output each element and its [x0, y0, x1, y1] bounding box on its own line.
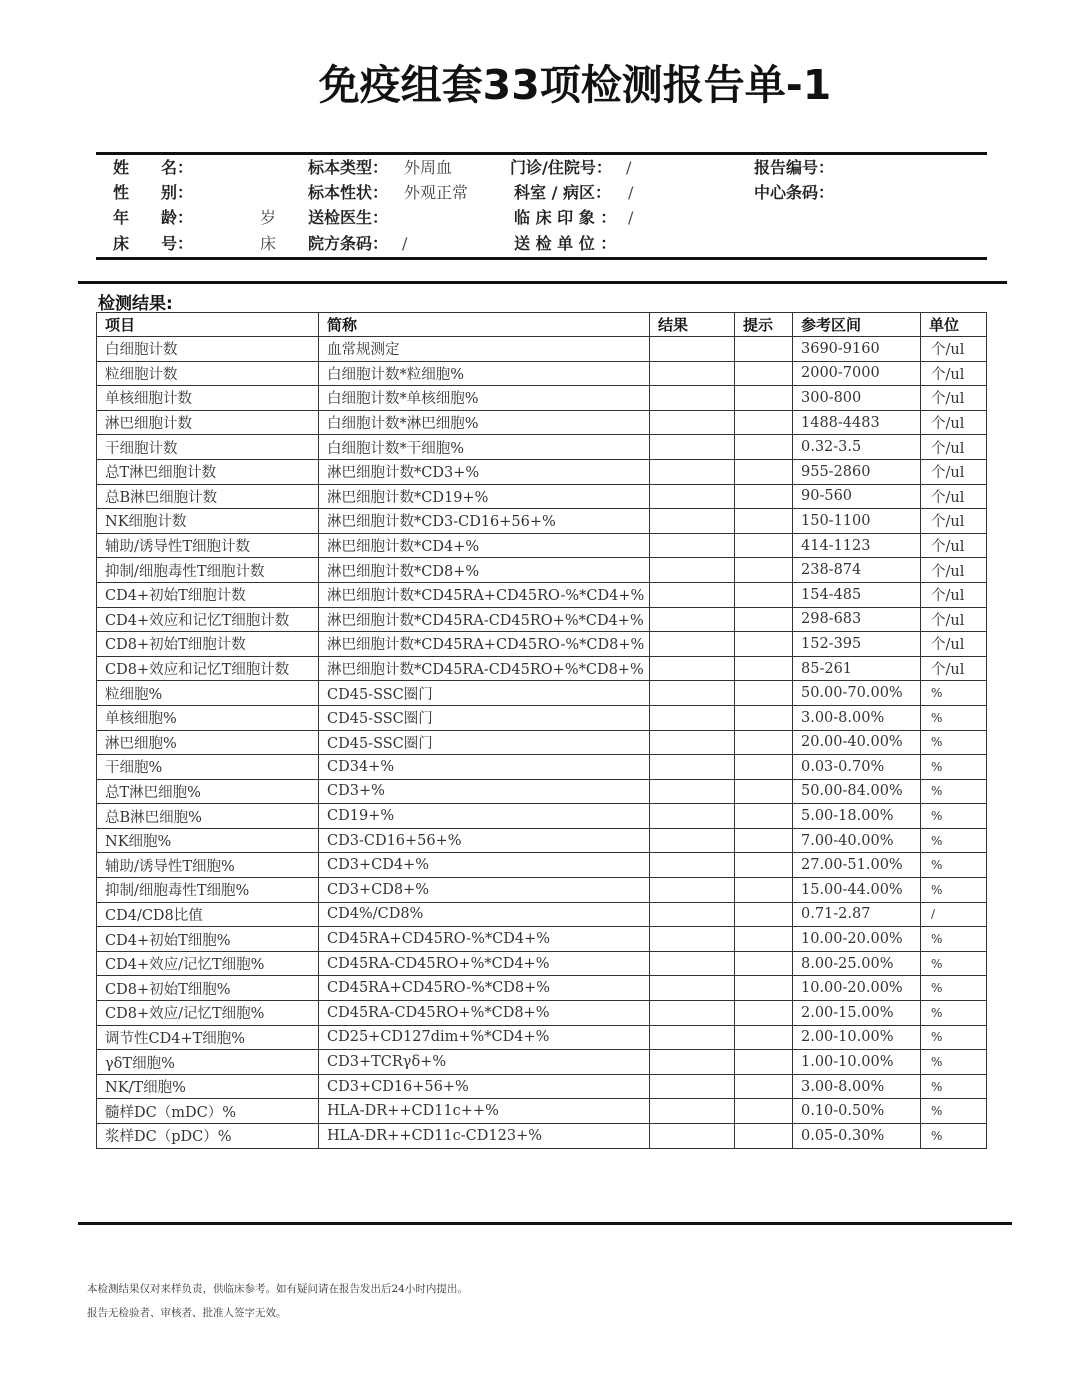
cell-result [650, 681, 735, 706]
cell-result [650, 435, 735, 460]
cell-item: CD8+效应/记忆T细胞% [97, 1001, 319, 1026]
cell-flag [735, 878, 793, 903]
cell-abbreviation: 血常规测定 [319, 337, 650, 362]
cell-unit: % [921, 1025, 987, 1050]
cell-reference-range: 3690-9160 [793, 337, 921, 362]
column-header-result: 结果 [650, 313, 735, 337]
cell-abbreviation: CD3-CD16+56+% [319, 828, 650, 853]
cell-unit: 个/ul [921, 337, 987, 362]
submitting-unit-label: 送 检 单 位 ： [514, 234, 617, 253]
cell-reference-range: 10.00-20.00% [793, 927, 921, 952]
cell-result [650, 1050, 735, 1075]
cell-unit: 个/ul [921, 582, 987, 607]
cell-abbreviation: 白细胞计数*粒细胞% [319, 361, 650, 386]
cell-result [650, 1001, 735, 1026]
table-row [97, 681, 987, 706]
cell-flag [735, 582, 793, 607]
cell-reference-range: 2000-7000 [793, 361, 921, 386]
cell-abbreviation: CD45-SSC圈门 [319, 705, 650, 730]
cell-abbreviation: CD34+% [319, 755, 650, 780]
cell-abbreviation: CD3+CD16+56+% [319, 1074, 650, 1099]
cell-abbreviation: CD3+TCRγδ+% [319, 1050, 650, 1075]
specimen-state-label: 标本性状： [308, 183, 389, 202]
cell-abbreviation: CD4%/CD8% [319, 902, 650, 927]
cell-result [650, 632, 735, 657]
cell-flag [735, 1001, 793, 1026]
cell-result [650, 828, 735, 853]
cell-item: CD4+效应/记忆T细胞% [97, 951, 319, 976]
cell-unit: % [921, 951, 987, 976]
table-row [97, 755, 987, 780]
cell-flag [735, 1050, 793, 1075]
cell-result [650, 607, 735, 632]
cell-flag [735, 607, 793, 632]
table-row [97, 558, 987, 583]
cell-flag [735, 361, 793, 386]
cell-flag [735, 1099, 793, 1124]
cell-result [650, 927, 735, 952]
cell-abbreviation: HLA-DR++CD11c-CD123+% [319, 1124, 650, 1149]
cell-unit: / [921, 902, 987, 927]
cell-abbreviation: CD19+% [319, 804, 650, 829]
table-row [97, 976, 987, 1001]
table-row [97, 927, 987, 952]
cell-result [650, 779, 735, 804]
cell-flag [735, 681, 793, 706]
cell-result [650, 410, 735, 435]
cell-abbreviation: 淋巴细胞计数*CD45RA+CD45RO-%*CD4+% [319, 582, 650, 607]
column-header-reference-range: 参考区间 [793, 313, 921, 337]
cell-flag [735, 386, 793, 411]
table-row [97, 828, 987, 853]
cell-item: 辅助/诱导性T细胞计数 [97, 533, 319, 558]
cell-abbreviation: CD45-SSC圈门 [319, 730, 650, 755]
cell-flag [735, 337, 793, 362]
cell-unit: 个/ul [921, 361, 987, 386]
cell-unit: 个/ul [921, 632, 987, 657]
doctor-label: 送检医生： [308, 208, 389, 227]
cell-item: 浆样DC（pDC）% [97, 1124, 319, 1149]
cell-unit: % [921, 705, 987, 730]
table-row [97, 1001, 987, 1026]
cell-item: NK细胞计数 [97, 509, 319, 534]
cell-reference-range: 238-874 [793, 558, 921, 583]
cell-result [650, 361, 735, 386]
cell-reference-range: 50.00-84.00% [793, 779, 921, 804]
cell-result [650, 1025, 735, 1050]
table-row [97, 361, 987, 386]
cell-flag [735, 951, 793, 976]
cell-reference-range: 85-261 [793, 656, 921, 681]
table-row [97, 1074, 987, 1099]
cell-item: 抑制/细胞毒性T细胞计数 [97, 558, 319, 583]
cell-item: CD8+初始T细胞% [97, 976, 319, 1001]
cell-item: CD4+初始T细胞% [97, 927, 319, 952]
cell-reference-range: 20.00-40.00% [793, 730, 921, 755]
cell-result [650, 656, 735, 681]
center-barcode-label: 中心条码： [754, 183, 835, 202]
department-label: 科室 / 病区： [514, 183, 611, 202]
cell-result [650, 337, 735, 362]
cell-flag [735, 435, 793, 460]
report-number-label: 报告编号： [754, 158, 835, 177]
outpatient-label: 门诊/住院号： [510, 158, 612, 177]
name-label: 姓 名： [113, 158, 194, 177]
cell-flag [735, 730, 793, 755]
cell-flag [735, 632, 793, 657]
table-row [97, 1124, 987, 1149]
cell-item: 干细胞计数 [97, 435, 319, 460]
table-row [97, 853, 987, 878]
table-row [97, 582, 987, 607]
cell-reference-range: 152-395 [793, 632, 921, 657]
cell-unit: % [921, 1050, 987, 1075]
cell-abbreviation: HLA-DR++CD11c++% [319, 1099, 650, 1124]
specimen-type-label: 标本类型： [308, 158, 389, 177]
cell-result [650, 705, 735, 730]
cell-item: 总B淋巴细胞% [97, 804, 319, 829]
header-bottom-divider [96, 257, 987, 260]
cell-result [650, 558, 735, 583]
cell-flag [735, 755, 793, 780]
table-row [97, 386, 987, 411]
cell-item: CD4+初始T细胞计数 [97, 582, 319, 607]
table-row [97, 607, 987, 632]
cell-flag [735, 902, 793, 927]
cell-reference-range: 0.03-0.70% [793, 755, 921, 780]
table-row [97, 1099, 987, 1124]
cell-result [650, 582, 735, 607]
cell-unit: 个/ul [921, 386, 987, 411]
cell-item: NK细胞% [97, 828, 319, 853]
cell-reference-range: 3.00-8.00% [793, 1074, 921, 1099]
cell-result [650, 878, 735, 903]
report-title: 免疫组套33项检测报告单-1 [318, 61, 832, 109]
hospital-barcode-label: 院方条码： [308, 234, 389, 253]
clinical-impression-value: / [628, 208, 634, 227]
cell-unit: % [921, 779, 987, 804]
clinical-impression-label: 临 床 印 象 ： [514, 208, 617, 227]
table-row [97, 484, 987, 509]
cell-item: 淋巴细胞计数 [97, 410, 319, 435]
cell-unit: 个/ul [921, 533, 987, 558]
department-value: / [628, 183, 634, 202]
cell-unit: 个/ul [921, 484, 987, 509]
column-header-item: 项目 [97, 313, 319, 337]
cell-flag [735, 533, 793, 558]
cell-item: γδT细胞% [97, 1050, 319, 1075]
cell-result [650, 1099, 735, 1124]
cell-flag [735, 1124, 793, 1149]
cell-abbreviation: 淋巴细胞计数*CD4+% [319, 533, 650, 558]
table-row [97, 459, 987, 484]
cell-result [650, 386, 735, 411]
hospital-barcode-value: / [402, 234, 408, 253]
cell-result [650, 804, 735, 829]
cell-item: 髓样DC（mDC）% [97, 1099, 319, 1124]
cell-reference-range: 27.00-51.00% [793, 853, 921, 878]
cell-unit: % [921, 755, 987, 780]
cell-unit: % [921, 853, 987, 878]
cell-result [650, 509, 735, 534]
table-row [97, 533, 987, 558]
cell-flag [735, 1025, 793, 1050]
age-unit: 岁 [260, 208, 277, 227]
table-row [97, 509, 987, 534]
cell-reference-range: 300-800 [793, 386, 921, 411]
cell-unit: 个/ul [921, 410, 987, 435]
cell-abbreviation: 淋巴细胞计数*CD19+% [319, 484, 650, 509]
cell-item: 白细胞计数 [97, 337, 319, 362]
results-section-label: 检测结果: [98, 294, 173, 314]
cell-reference-range: 7.00-40.00% [793, 828, 921, 853]
table-header-row [97, 313, 987, 337]
cell-result [650, 1074, 735, 1099]
cell-reference-range: 955-2860 [793, 459, 921, 484]
cell-flag [735, 484, 793, 509]
cell-reference-range: 1.00-10.00% [793, 1050, 921, 1075]
bed-unit: 床 [260, 234, 277, 253]
table-row [97, 902, 987, 927]
cell-abbreviation: CD45RA+CD45RO-%*CD8+% [319, 976, 650, 1001]
cell-abbreviation: 淋巴细胞计数*CD8+% [319, 558, 650, 583]
table-row [97, 435, 987, 460]
cell-abbreviation: 淋巴细胞计数*CD45RA-CD45RO+%*CD4+% [319, 607, 650, 632]
cell-item: CD8+效应和记忆T细胞计数 [97, 656, 319, 681]
table-row [97, 878, 987, 903]
cell-reference-range: 5.00-18.00% [793, 804, 921, 829]
cell-reference-range: 15.00-44.00% [793, 878, 921, 903]
cell-reference-range: 2.00-10.00% [793, 1025, 921, 1050]
column-header-unit: 单位 [921, 313, 987, 337]
column-header-abbreviation: 简称 [319, 313, 650, 337]
cell-reference-range: 10.00-20.00% [793, 976, 921, 1001]
cell-result [650, 755, 735, 780]
cell-reference-range: 0.05-0.30% [793, 1124, 921, 1149]
cell-item: 粒细胞% [97, 681, 319, 706]
cell-abbreviation: 白细胞计数*淋巴细胞% [319, 410, 650, 435]
cell-unit: % [921, 1099, 987, 1124]
table-row [97, 1050, 987, 1075]
cell-result [650, 853, 735, 878]
cell-flag [735, 459, 793, 484]
cell-result [650, 976, 735, 1001]
results-table [96, 312, 987, 1149]
bed-label: 床 号： [113, 234, 194, 253]
cell-flag [735, 927, 793, 952]
cell-reference-range: 0.32-3.5 [793, 435, 921, 460]
cell-result [650, 951, 735, 976]
cell-item: 干细胞% [97, 755, 319, 780]
cell-unit: % [921, 828, 987, 853]
cell-flag [735, 705, 793, 730]
cell-item: NK/T细胞% [97, 1074, 319, 1099]
cell-reference-range: 1488-4483 [793, 410, 921, 435]
cell-flag [735, 1074, 793, 1099]
cell-unit: 个/ul [921, 607, 987, 632]
cell-reference-range: 150-1100 [793, 509, 921, 534]
cell-flag [735, 976, 793, 1001]
table-row [97, 705, 987, 730]
cell-result [650, 730, 735, 755]
cell-abbreviation: CD45RA-CD45RO+%*CD8+% [319, 1001, 650, 1026]
cell-result [650, 533, 735, 558]
cell-flag [735, 656, 793, 681]
cell-reference-range: 298-683 [793, 607, 921, 632]
results-table-body [97, 337, 987, 1149]
section-divider [78, 281, 1007, 284]
cell-unit: % [921, 804, 987, 829]
cell-item: CD4+效应和记忆T细胞计数 [97, 607, 319, 632]
table-row [97, 656, 987, 681]
cell-result [650, 1124, 735, 1149]
cell-item: 总B淋巴细胞计数 [97, 484, 319, 509]
cell-item: 单核细胞% [97, 705, 319, 730]
cell-abbreviation: CD3+% [319, 779, 650, 804]
cell-abbreviation: 淋巴细胞计数*CD45RA+CD45RO-%*CD8+% [319, 632, 650, 657]
cell-unit: % [921, 976, 987, 1001]
cell-item: 单核细胞计数 [97, 386, 319, 411]
table-row [97, 804, 987, 829]
table-row [97, 337, 987, 362]
cell-abbreviation: CD3+CD4+% [319, 853, 650, 878]
cell-item: 粒细胞计数 [97, 361, 319, 386]
outpatient-value: / [626, 158, 632, 177]
cell-item: 抑制/细胞毒性T细胞% [97, 878, 319, 903]
cell-flag [735, 804, 793, 829]
column-header-flag: 提示 [735, 313, 793, 337]
cell-item: 淋巴细胞% [97, 730, 319, 755]
specimen-type-value: 外周血 [404, 158, 453, 177]
cell-item: 调节性CD4+T细胞% [97, 1025, 319, 1050]
cell-reference-range: 2.00-15.00% [793, 1001, 921, 1026]
table-row [97, 632, 987, 657]
specimen-state-value: 外观正常 [404, 183, 469, 202]
cell-result [650, 484, 735, 509]
cell-flag [735, 779, 793, 804]
cell-item: CD4/CD8比值 [97, 902, 319, 927]
cell-reference-range: 3.00-8.00% [793, 705, 921, 730]
cell-abbreviation: 淋巴细胞计数*CD45RA-CD45RO+%*CD8+% [319, 656, 650, 681]
cell-result [650, 902, 735, 927]
cell-flag [735, 410, 793, 435]
cell-unit: 个/ul [921, 656, 987, 681]
cell-reference-range: 154-485 [793, 582, 921, 607]
gender-label: 性 别： [113, 183, 194, 202]
footer-disclaimer: 本检测结果仅对来样负责，供临床参考。如有疑问请在报告发出后24小时内提出。 [87, 1283, 468, 1295]
cell-abbreviation: CD3+CD8+% [319, 878, 650, 903]
cell-abbreviation: CD45RA-CD45RO+%*CD4+% [319, 951, 650, 976]
cell-flag [735, 853, 793, 878]
cell-flag [735, 828, 793, 853]
cell-unit: % [921, 681, 987, 706]
cell-result [650, 459, 735, 484]
cell-abbreviation: 淋巴细胞计数*CD3+% [319, 459, 650, 484]
table-row [97, 779, 987, 804]
cell-unit: 个/ul [921, 558, 987, 583]
cell-abbreviation: CD25+CD127dim+%*CD4+% [319, 1025, 650, 1050]
patient-info-block [96, 155, 987, 257]
table-row [97, 730, 987, 755]
cell-reference-range: 90-560 [793, 484, 921, 509]
table-row [97, 1025, 987, 1050]
cell-unit: % [921, 878, 987, 903]
cell-unit: % [921, 730, 987, 755]
cell-reference-range: 414-1123 [793, 533, 921, 558]
cell-flag [735, 509, 793, 534]
cell-abbreviation: CD45-SSC圈门 [319, 681, 650, 706]
cell-reference-range: 0.10-0.50% [793, 1099, 921, 1124]
cell-reference-range: 8.00-25.00% [793, 951, 921, 976]
cell-unit: % [921, 1074, 987, 1099]
cell-item: CD8+初始T细胞计数 [97, 632, 319, 657]
table-row [97, 951, 987, 976]
cell-abbreviation: 白细胞计数*干细胞% [319, 435, 650, 460]
footer-divider [78, 1222, 1012, 1225]
cell-abbreviation: CD45RA+CD45RO-%*CD4+% [319, 927, 650, 952]
table-row [97, 410, 987, 435]
cell-item: 辅助/诱导性T细胞% [97, 853, 319, 878]
cell-reference-range: 50.00-70.00% [793, 681, 921, 706]
cell-unit: 个/ul [921, 459, 987, 484]
cell-flag [735, 558, 793, 583]
cell-unit: % [921, 927, 987, 952]
age-label: 年 龄： [113, 208, 194, 227]
cell-unit: % [921, 1001, 987, 1026]
cell-unit: 个/ul [921, 435, 987, 460]
cell-item: 总T淋巴细胞% [97, 779, 319, 804]
cell-item: 总T淋巴细胞计数 [97, 459, 319, 484]
cell-unit: 个/ul [921, 509, 987, 534]
footer-signature-note: 报告无检验者、审核者、批准人签字无效。 [87, 1307, 287, 1319]
cell-reference-range: 0.71-2.87 [793, 902, 921, 927]
cell-abbreviation: 白细胞计数*单核细胞% [319, 386, 650, 411]
cell-unit: % [921, 1124, 987, 1149]
cell-abbreviation: 淋巴细胞计数*CD3-CD16+56+% [319, 509, 650, 534]
